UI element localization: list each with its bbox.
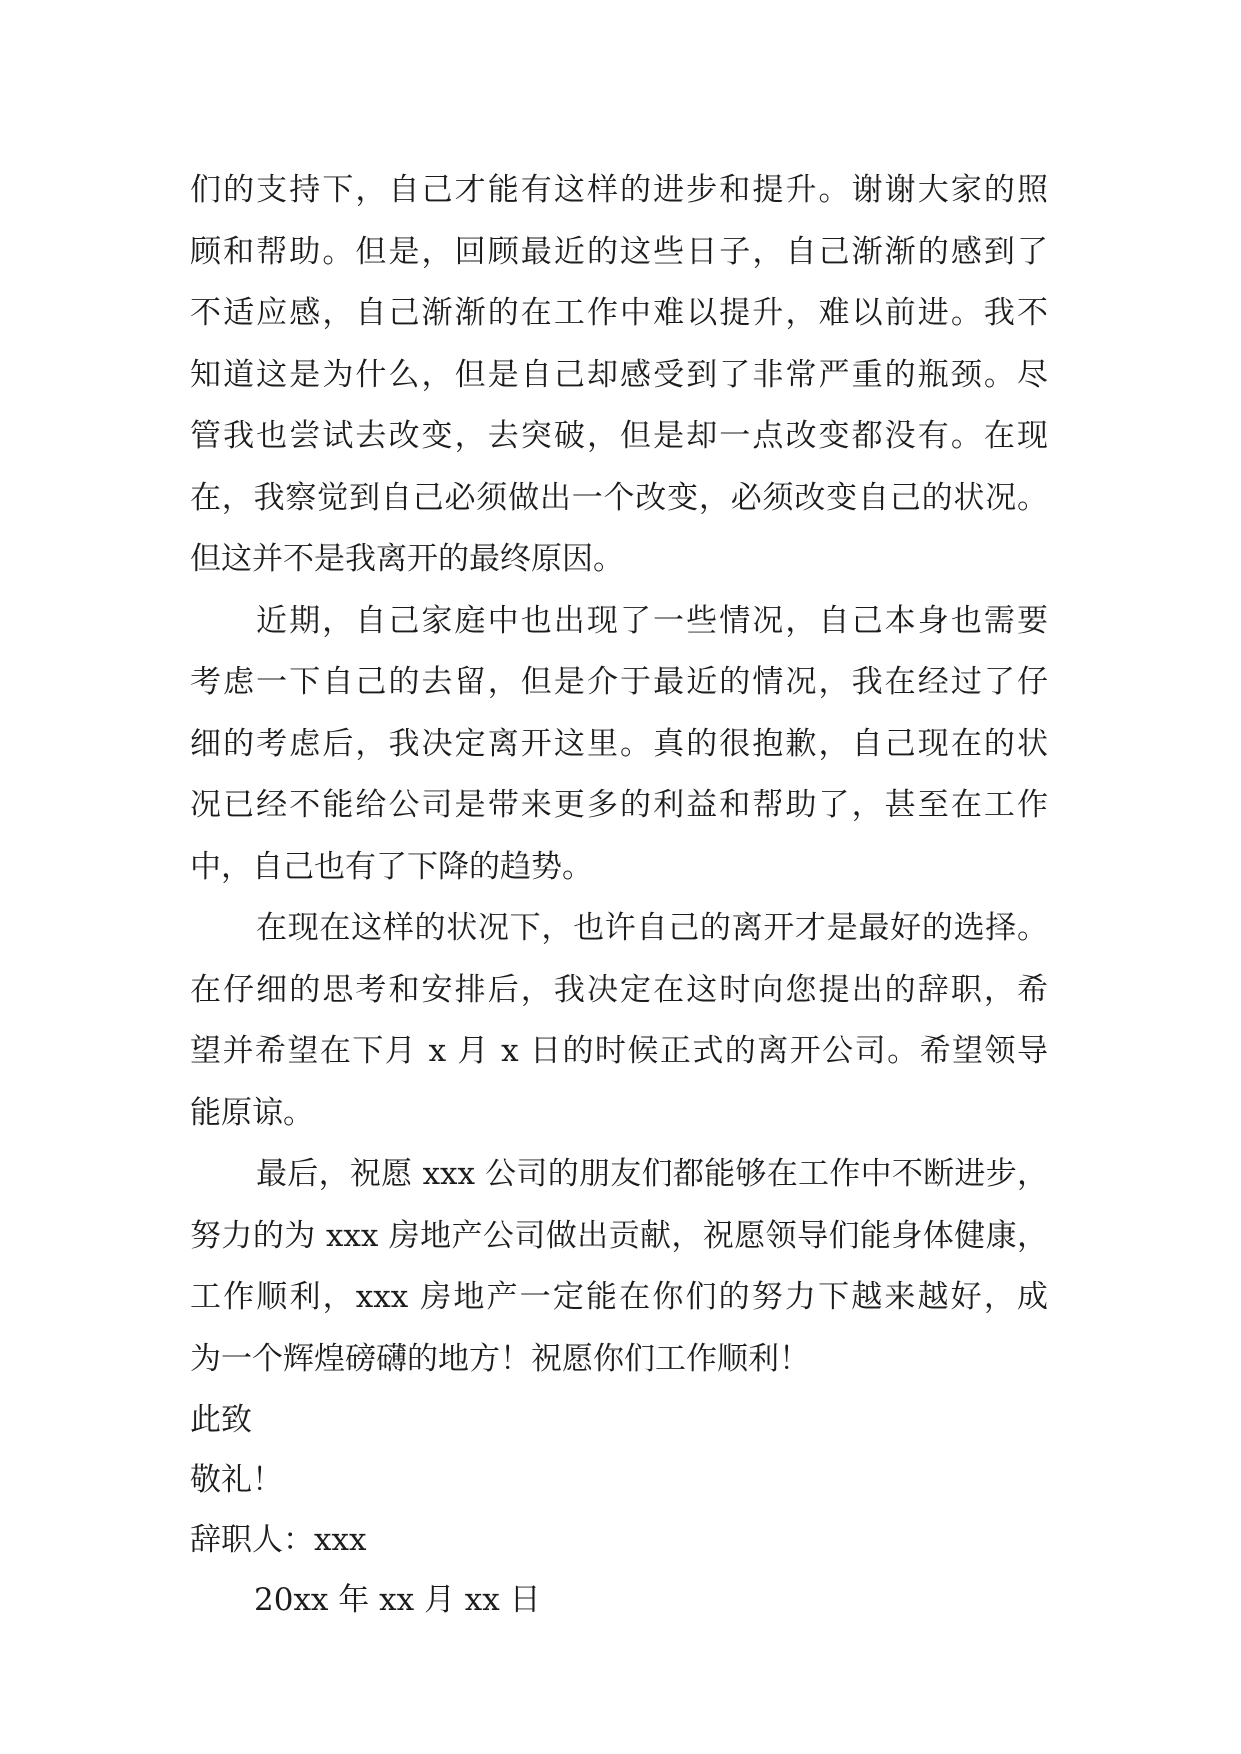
- text-line: 最后，祝愿 xxx 公司的朋友们都能够在工作中不断进步，: [256, 1156, 1048, 1192]
- letter-body: [190, 160, 1048, 1630]
- text-line: 近期，自己家庭中也出现了一些情况，自己本身也需要: [256, 602, 1048, 639]
- text-line: 在仔细的思考和安排后，我决定在这时向您提出的辞职，希: [190, 971, 1048, 1008]
- text-line: 细的考虑后，我决定离开这里。真的很抱歉，自己现在的状: [190, 725, 1048, 762]
- text-line: 中，自己也有了下降的趋势。: [190, 848, 593, 885]
- text-line: 在现在这样的状况下，也许自己的离开才是最好的选择。: [256, 910, 1048, 946]
- text-line: 考虑一下自己的去留，但是介于最近的情况，我在经过了仔: [190, 664, 1048, 700]
- text-line: 工作顺利，xxx 房地产一定能在你们的努力下越来越好，成: [190, 1279, 1048, 1315]
- paragraph: [190, 898, 1048, 1144]
- text-line: 努力的为 xxx 房地产公司做出贡献，祝愿领导们能身体健康，: [190, 1217, 1048, 1254]
- letter-closing: [190, 1390, 1048, 1630]
- date: 20xx 年 xx 月 xx 日: [254, 1582, 541, 1618]
- text-line: 在，我察觉到自己必须做出一个改变，必须改变自己的状况。: [190, 479, 1048, 516]
- paragraph: [190, 160, 1048, 591]
- text-line: 为一个辉煌磅礴的地方！祝愿你们工作顺利！: [190, 1340, 810, 1377]
- salutation: 此致: [190, 1402, 252, 1438]
- text-line: 望并希望在下月 x 月 x 日的时候正式的离开公司。希望领导: [190, 1033, 1048, 1069]
- text-line: 但这并不是我离开的最终原因。: [190, 541, 624, 577]
- text-line: 况已经不能给公司是带来更多的利益和帮助了，甚至在工作: [190, 787, 1048, 823]
- text-line: 顾和帮助。但是，回顾最近的这些日子，自己渐渐的感到了: [190, 233, 1048, 270]
- text-line: 能原谅。: [190, 1094, 314, 1131]
- text-line: 们的支持下，自己才能有这样的进步和提升。谢谢大家的照: [190, 172, 1048, 208]
- regards: 敬礼！: [190, 1462, 283, 1498]
- signer: 辞职人：xxx: [190, 1522, 367, 1558]
- text-line: 知道这是为什么，但是自己却感受到了非常严重的瓶颈。尽: [190, 356, 1048, 393]
- paragraph: [190, 1144, 1048, 1390]
- paragraph: [190, 591, 1048, 899]
- text-line: 不适应感，自己渐渐的在工作中难以提升，难以前进。我不: [190, 295, 1048, 331]
- text-line: 管我也尝试去改变，去突破，但是却一点改变都没有。在现: [190, 418, 1048, 454]
